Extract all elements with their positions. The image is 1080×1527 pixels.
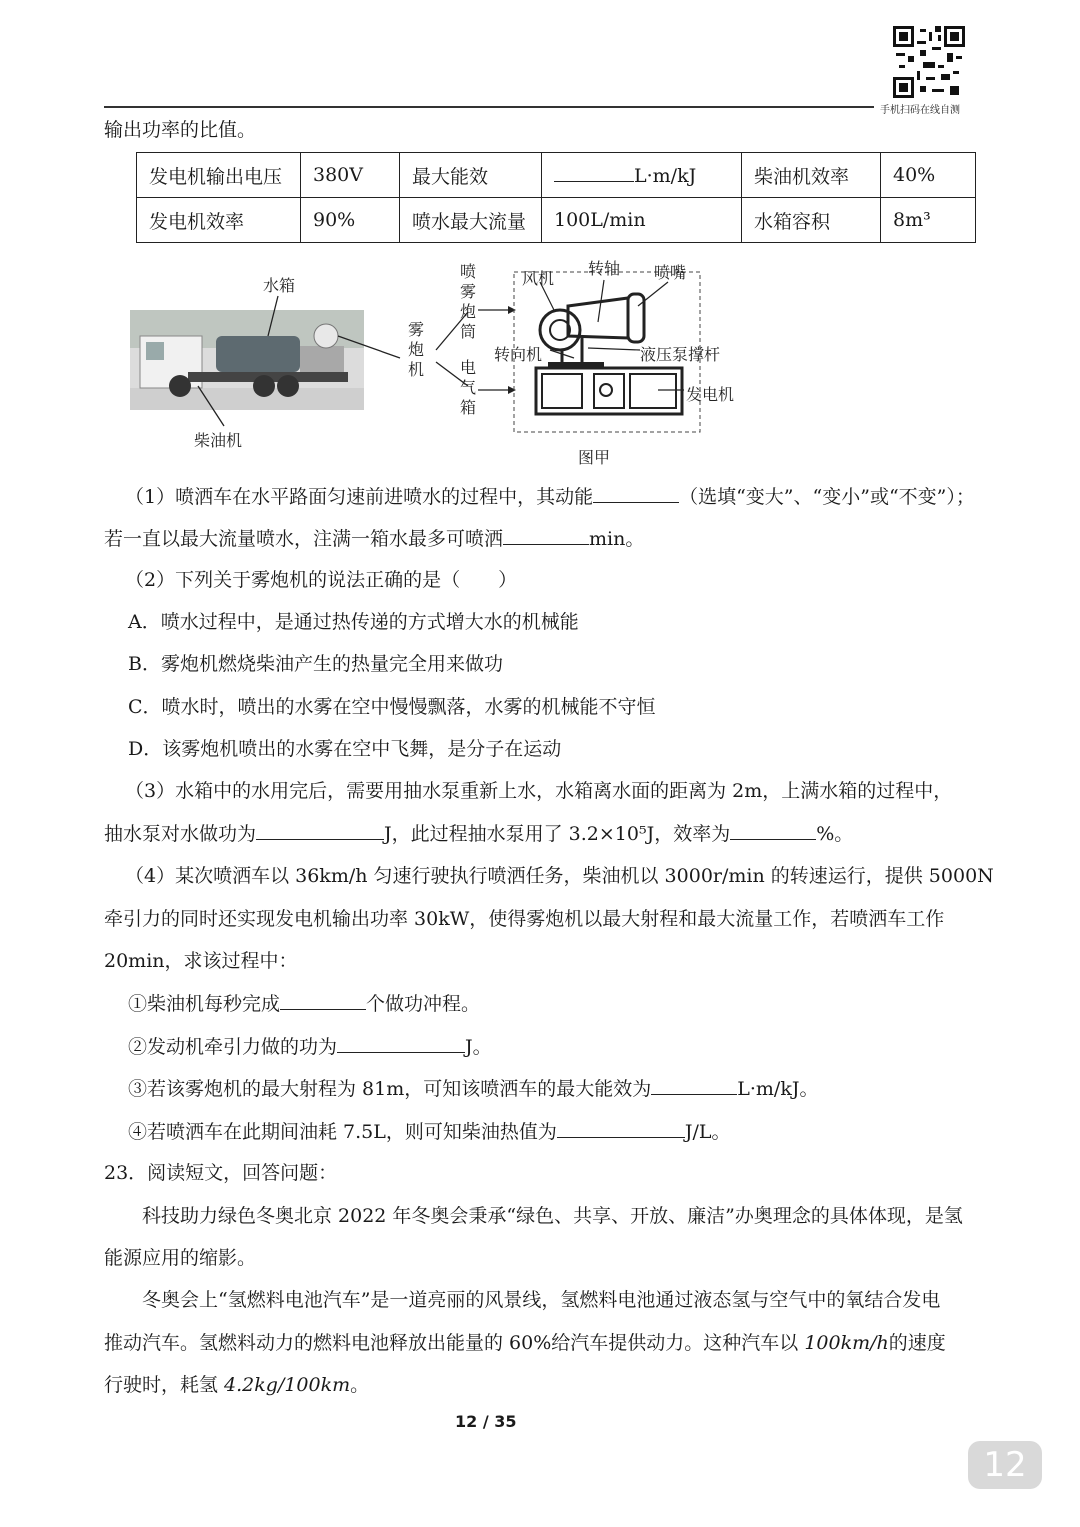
q4-line2: 牵引力的同时还实现发电机输出功率 30kW，使得雾炮机以最大射程和最大流量工作，若喷洒车工作: [104, 908, 945, 930]
option-a[interactable]: A．喷水过程中，是通过热传递的方式增大水的机械能: [128, 611, 579, 633]
answer-blank[interactable]: [557, 1119, 685, 1138]
intro-tail: 输出功率的比值。: [104, 119, 257, 141]
label-water-tank: 水箱: [263, 276, 296, 295]
figure-caption: 图甲: [578, 448, 611, 467]
answer-blank[interactable]: [280, 991, 366, 1010]
q23-title: 23．阅读短文，回答问题：: [104, 1162, 338, 1184]
page-indicator: 12 / 35: [455, 1412, 517, 1431]
spec-table: [136, 152, 976, 243]
option-b[interactable]: B．雾炮机燃烧柴油产生的热量完全用来做功: [128, 653, 503, 675]
label-diesel: 柴油机: [194, 431, 243, 450]
qr-code[interactable]: [893, 26, 965, 98]
table-cell: 发电机效率: [137, 198, 301, 243]
table-cell: 100L/min: [542, 198, 742, 243]
q2-stem: （2）下列关于雾炮机的说法正确的是（ ）: [125, 569, 518, 591]
label-fog-cannon: 雾炮机: [408, 320, 425, 379]
table-row: [137, 198, 976, 243]
q4-sub1: ①柴油机每秒完成 个做功冲程。: [128, 993, 481, 1015]
table-cell: 8m³: [881, 198, 976, 243]
answer-blank[interactable]: [730, 821, 816, 840]
label-hydraulic: 液压泵撑杆: [640, 345, 721, 364]
q23-p1-line2: 能源应用的缩影。: [104, 1247, 257, 1269]
option-c[interactable]: C．喷水时，喷出的水雾在空中慢慢飘落，水雾的机械能不守恒: [128, 696, 656, 718]
q23-p2-line1: 冬奥会上“氢燃料电池汽车”是一道亮丽的风景线，氢燃料电池通过液态氢与空气中的氧结合发电: [142, 1289, 941, 1311]
table-cell-blank: L·m/kJ: [542, 153, 742, 198]
answer-blank[interactable]: [651, 1076, 737, 1095]
table-cell: 水箱容积: [742, 198, 881, 243]
q23-p1-line1: 科技助力绿色冬奥北京 2022 年冬奥会秉承“绿色、共享、开放、廉洁”办奥理念的具体体现，是氢: [142, 1205, 963, 1227]
table-cell: 最大能效: [400, 153, 542, 198]
table-row: [137, 153, 976, 198]
q4-sub2: ②发动机牵引力做的功为 J。: [128, 1036, 492, 1058]
label-generator: 发电机: [686, 385, 735, 404]
q23-p2-line2: 推动汽车。氢燃料动力的燃料电池释放出能量的 60%给汽车提供动力。这种汽车以 100km/h的速度: [104, 1332, 946, 1354]
label-shaft: 转轴: [588, 259, 621, 278]
label-elec-box: 电气箱: [460, 358, 477, 417]
q4-line3: 20min，求该过程中：: [104, 950, 298, 972]
table-cell: 40%: [881, 153, 976, 198]
table-cell: 柴油机效率: [742, 153, 881, 198]
table-cell: 380V: [301, 153, 400, 198]
answer-blank[interactable]: [503, 526, 589, 545]
label-nozzle: 喷嘴: [654, 263, 687, 282]
label-spray-tube: 喷雾炮筒: [460, 262, 477, 341]
page-badge[interactable]: 12: [968, 1441, 1042, 1489]
answer-blank[interactable]: [256, 821, 384, 840]
q4-sub3: ③若该雾炮机的最大射程为 81m，可知该喷洒车的最大能效为 L·m/kJ。: [128, 1078, 819, 1100]
q4-sub4: ④若喷洒车在此期间油耗 7.5L，则可知柴油热值为 J/L。: [128, 1121, 731, 1143]
table-cell: 发电机输出电压: [137, 153, 301, 198]
table-cell: 喷水最大流量: [400, 198, 542, 243]
truck-photo: [130, 310, 364, 410]
q23-p3: 行驶时，耗氢 4.2kg/100km。: [104, 1374, 370, 1396]
answer-blank[interactable]: [337, 1034, 465, 1053]
qr-caption: 手机扫码在线自测: [880, 105, 960, 116]
q3-line1: （3）水箱中的水用完后，需要用抽水泵重新上水，水箱离水面的距离为 2m，上满水箱的过程中，: [125, 780, 953, 802]
label-steering: 转向机: [494, 345, 543, 364]
answer-blank[interactable]: [593, 484, 679, 503]
header-rule: [104, 106, 874, 108]
q1-line2: 若一直以最大流量喷水，注满一箱水最多可喷洒 min。: [104, 528, 645, 550]
q3-line2: 抽水泵对水做功为 J，此过程抽水泵用了 3.2×10⁵J，效率为 %。: [104, 823, 854, 845]
label-fan: 风机: [522, 269, 555, 288]
q4-line1: （4）某次喷洒车以 36km/h 匀速行驶执行喷洒任务，柴油机以 3000r/min 的转速运行，提供 5000N: [125, 865, 994, 887]
option-d[interactable]: D．该雾炮机喷出的水雾在空中飞舞，是分子在运动: [128, 738, 562, 760]
table-cell: 90%: [301, 198, 400, 243]
q1-line1: （1）喷洒车在水平路面匀速前进喷水的过程中，其动能 （选填“变大”、“变小”或“不变”）；: [125, 486, 975, 508]
